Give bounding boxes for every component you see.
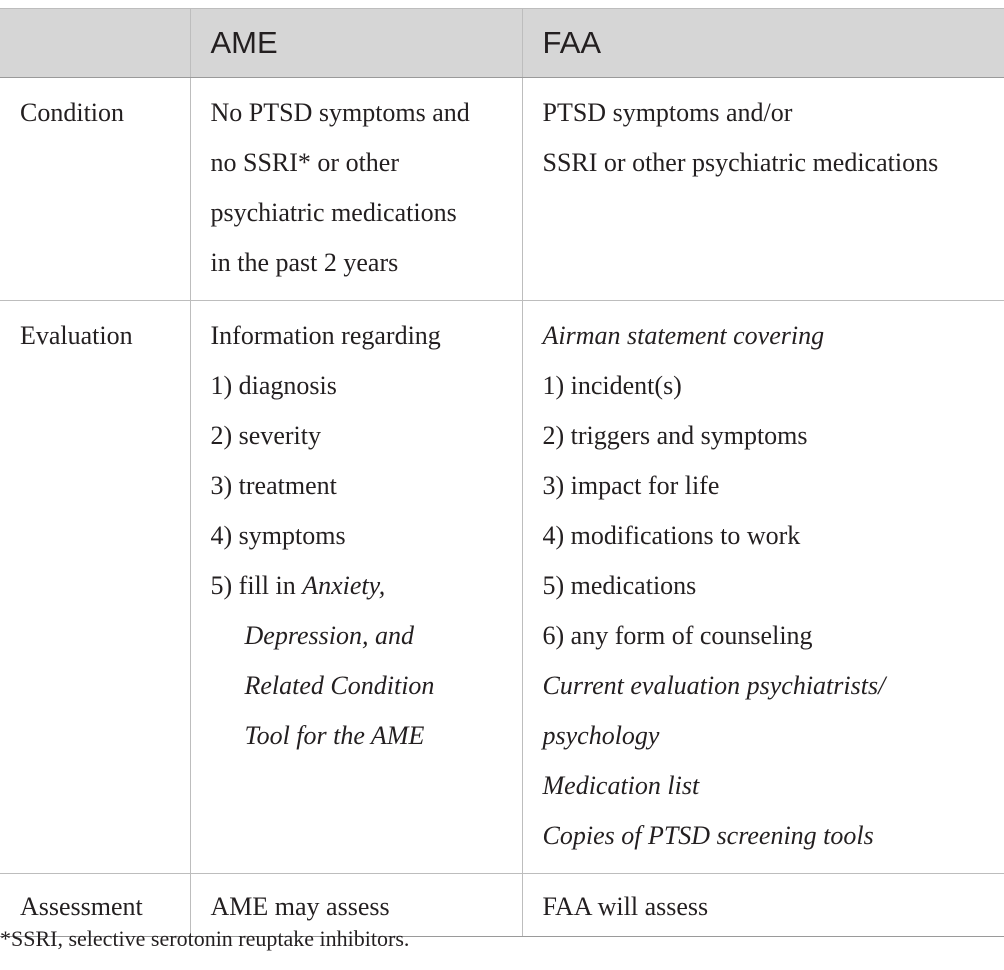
cell-line-italic: Airman statement covering xyxy=(542,321,825,350)
cell-evaluation-ame xyxy=(190,301,522,874)
list-item xyxy=(211,561,512,611)
table-row-evaluation xyxy=(0,301,1004,874)
cell-line: No PTSD symptoms and xyxy=(210,98,470,127)
cell-evaluation-faa xyxy=(522,301,1004,874)
cell-assessment-faa xyxy=(522,874,1004,937)
cell-condition-ame xyxy=(190,78,522,301)
header-ame: AME xyxy=(190,9,522,78)
table-header-row xyxy=(0,9,1004,78)
cell-line: in the past 2 years xyxy=(210,248,399,277)
ptsd-comparison-table xyxy=(0,8,1004,937)
cell-line: psychiatric medications xyxy=(210,198,457,227)
cell-line: SSRI or other psychiatric medications xyxy=(542,148,939,177)
cell-line-italic: psychology xyxy=(542,721,660,750)
table-row-condition xyxy=(0,78,1004,301)
tool-name-italic: Related Condition xyxy=(244,671,435,700)
list-item: 5) medications xyxy=(542,571,697,600)
cell-line: Information regarding xyxy=(210,321,441,350)
header-faa: FAA xyxy=(522,9,1004,78)
cell-line-italic: Current evaluation psychiatrists/ xyxy=(542,671,886,700)
cell-line-italic: Medication list xyxy=(542,771,700,800)
cell-line: FAA will assess xyxy=(542,892,709,921)
list-item: 4) symptoms xyxy=(210,521,346,550)
tool-name-italic: Tool for the AME xyxy=(244,721,425,750)
row-label: Evaluation xyxy=(20,321,133,350)
row-label: Condition xyxy=(20,98,125,127)
ptsd-comparison-table-wrap xyxy=(0,8,1004,937)
list-item: 4) modifications to work xyxy=(542,521,801,550)
list-item: 1) diagnosis xyxy=(210,371,337,400)
cell-line: no SSRI* or other xyxy=(210,148,399,177)
list-item: 2) severity xyxy=(210,421,321,450)
row-label-condition xyxy=(0,78,190,301)
cell-line: PTSD symptoms and/or xyxy=(542,98,793,127)
cell-condition-faa xyxy=(522,78,1004,301)
list-item-prefix: 5) fill in xyxy=(210,571,303,600)
table-footnote: *SSRI, selective serotonin reuptake inhibitors. xyxy=(0,926,410,951)
list-item: 3) treatment xyxy=(210,471,337,500)
header-blank xyxy=(0,9,190,78)
list-item: 1) incident(s) xyxy=(542,371,682,400)
cell-line: AME may assess xyxy=(210,892,390,921)
tool-name-italic: Depression, and xyxy=(244,621,414,650)
cell-line-italic: Copies of PTSD screening tools xyxy=(542,821,874,850)
row-label: Assessment xyxy=(20,892,143,921)
row-label-evaluation xyxy=(0,301,190,874)
tool-name-italic: Anxiety, xyxy=(302,571,386,600)
list-item: 6) any form of counseling xyxy=(542,621,813,650)
list-item: 3) impact for life xyxy=(542,471,720,500)
list-item: 2) triggers and symptoms xyxy=(542,421,808,450)
